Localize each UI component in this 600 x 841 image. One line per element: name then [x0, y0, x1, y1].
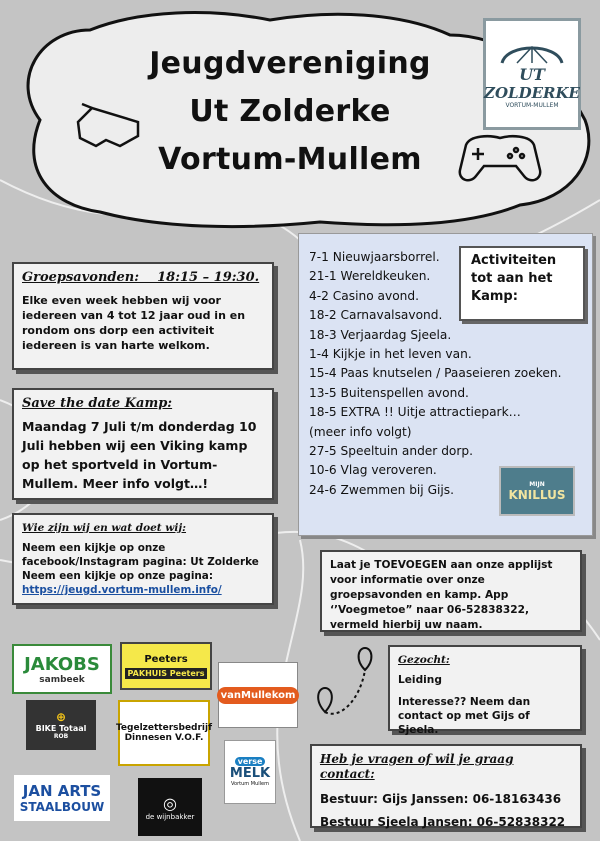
activity-item: 15-4 Paas knutselen / Paaseieren zoeken. — [309, 366, 562, 381]
activity-item: 7-1 Nieuwjaarsborrel. — [309, 250, 440, 264]
logo-line1: UT — [519, 65, 545, 84]
gezocht-line2: Interesse?? Neem dan contact op met Gijs of Sjeela. — [398, 696, 531, 736]
knillus-small: MIJN — [529, 480, 545, 488]
sponsor-bike-totaal — [26, 700, 96, 750]
melk-label: MELK — [229, 766, 271, 781]
activity-item: 18-5 EXTRA !! Uitje attractiepark… (meer info volgt) — [309, 405, 521, 439]
sponsor-verse-melk — [224, 740, 276, 804]
activity-item: 4-2 Casino avond. — [309, 288, 420, 303]
tegel-line1: Tegelzettersbedrijf — [115, 723, 213, 733]
groepsavonden-heading: Groepsavonden: 18:15 – 19:30. — [22, 270, 260, 285]
save-date-body: Maandag 7 Juli t/m donderdag 10 Juli hebben wij een Viking kamp op het sportveld in Vortum-Mullem. Meer info volgt…! — [22, 419, 257, 491]
sponsor-peeters — [120, 642, 212, 690]
page-title — [120, 40, 460, 184]
contact-card — [310, 744, 582, 828]
activity-item: 21-1 Wereldkeuken. — [309, 269, 431, 284]
save-date-heading: Save the date Kamp: — [22, 396, 173, 411]
activities-title: Activiteiten tot aan het Kamp: — [459, 246, 585, 321]
activity-item: 13-5 Buitenspellen avond. — [309, 385, 469, 400]
sponsor-jakobs — [12, 644, 112, 694]
groepsavonden-card — [12, 262, 274, 370]
bike-small: ROB — [53, 733, 69, 740]
bike-label: BIKE Totaal — [35, 724, 87, 733]
activity-item: 10-6 Vlag veroveren. — [309, 463, 437, 478]
title-line2: Ut Zolderke — [189, 94, 391, 129]
knillus-label: KNILLUS — [508, 487, 566, 502]
gezocht-card — [388, 645, 582, 736]
wie-heading: Wie zijn wij en wat doet wij: — [22, 522, 187, 534]
website-link[interactable]: https://jeugd.vortum-mullem.info/ — [22, 584, 222, 596]
sponsor-tegelzetter — [115, 700, 213, 766]
wijnbakker-label: de wijnbakker — [145, 812, 195, 821]
wie-body: Neem een kijkje op onze facebook/Instagram pagina: Ut Zolderke Neem een kijkje op onze pagina: — [22, 542, 259, 582]
peeters-bottom: PAKHUIS Peeters — [125, 668, 208, 679]
verse-label: verse — [235, 757, 266, 766]
groepsavonden-body: Elke even week hebben wij voor iedereen van 4 tot 12 jaar oud in en rondom ons dorp een activiteit iedereen is van harte welkom. — [22, 294, 246, 352]
tegel-line2: Dinnesen V.O.F. — [124, 733, 204, 743]
bike-icon: ⊕ — [55, 710, 67, 724]
vanmullekom-label: vanMullekom — [217, 687, 300, 704]
peeters-top: Peeters — [144, 653, 188, 665]
jan-arts-bottom: STAALBOUW — [19, 800, 105, 814]
logo-small: VORTUM-MULLEM — [505, 102, 559, 109]
contact-line1: Bestuur: Gijs Janssen: 06-18163436 — [320, 792, 562, 806]
activity-item: 18-2 Carnavalsavond. — [309, 308, 443, 323]
activity-item: 18-3 Verjaardag Sjeela. — [309, 327, 452, 342]
activity-item: 1-4 Kijkje in het leven van. — [309, 347, 472, 362]
activity-item: 24-6 Zwemmen bij Gijs. — [309, 482, 455, 497]
logo-line2: ZOLDERKE — [484, 84, 580, 102]
jakobs-top: JAKOBS — [24, 653, 100, 675]
app-card — [320, 550, 582, 632]
wie-card — [12, 513, 274, 605]
sponsor-vanmullekom — [218, 662, 298, 728]
logo-knillus — [499, 466, 575, 516]
gezocht-heading: Gezocht: — [398, 654, 450, 666]
jakobs-bottom: sambeek — [39, 674, 85, 685]
jan-arts-top: JAN ARTS — [22, 782, 102, 800]
logo-ut-zolderke — [483, 18, 581, 130]
contact-line2: Bestuur Sjeela Jansen: 06-52838322 — [320, 815, 566, 829]
melk-small: Vortum Mullem — [231, 781, 269, 787]
title-line3: Vortum-Mullem — [158, 142, 422, 177]
sponsor-wijnbakker — [138, 778, 202, 836]
wijnbakker-icon: ◎ — [163, 793, 177, 813]
sponsor-jan-arts — [14, 775, 110, 821]
title-line1: Jeugdvereniging — [149, 46, 431, 81]
contact-heading: Heb je vragen of wil je graag contact: — [320, 752, 514, 781]
gezocht-line1: Leiding — [398, 674, 442, 686]
save-date-card — [12, 388, 274, 500]
logo-arch-icon — [497, 39, 567, 65]
activity-item: 27-5 Speeltuin ander dorp. — [309, 444, 474, 459]
app-body: Laat je TOEVOEGEN aan onze applijst voor informatie over onze groepsavonden en kamp. App ‘’Voegmetoe” naar 06-52838322, vermeld hierbij uw naam. — [330, 559, 553, 631]
